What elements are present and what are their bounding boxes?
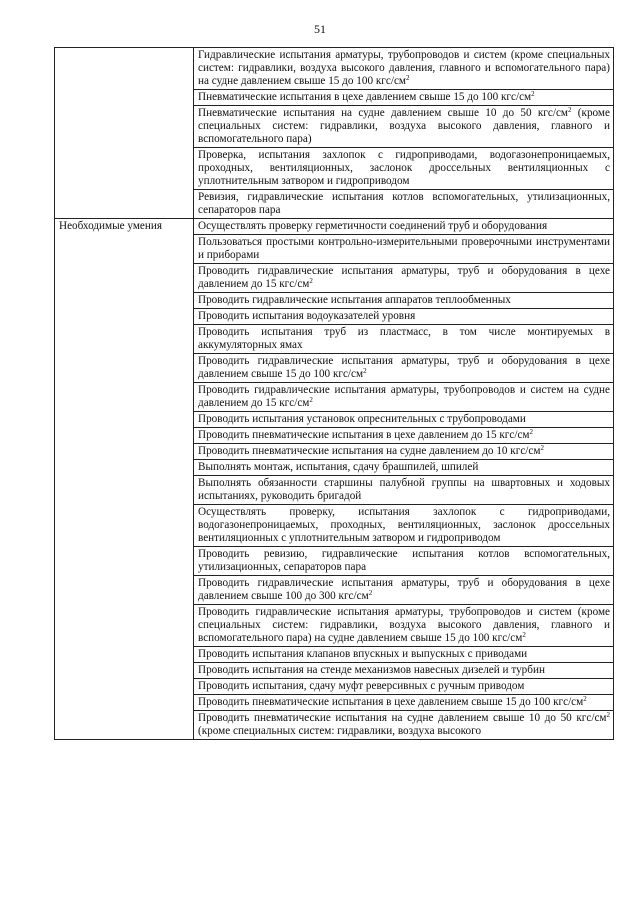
- table-cell: Проводить гидравлические испытания арматуры, труб и оборудования в цехе давлением свыше 100 до 300 кгс/$см^2$: [194, 576, 614, 605]
- table-cell: Проводить испытания труб из пластмасс, в том числе монтируемых в аккумуляторных ямах: [194, 325, 614, 354]
- table-cell: Гидравлические испытания арматуры, трубопроводов и систем (кроме специальных систем: гидравлики, воздуха высокого давления, главного и вспомогательного пара) на судне давлением свыше 15 до 100 кгс/$см^2$: [194, 48, 614, 90]
- table-cell: Проводить пневматические испытания в цехе давлением до 15 кгс/$см^2$: [194, 428, 614, 444]
- section-label: [55, 48, 194, 219]
- table-cell: Проводить испытания установок опреснительных с трубопроводами: [194, 412, 614, 428]
- table-cell: Проводить ревизию, гидравлические испытания котлов вспомогательных, утилизационных, сепараторов пара: [194, 547, 614, 576]
- table-cell: Проводить испытания водоуказателей уровня: [194, 309, 614, 325]
- table-cell: Проводить пневматические испытания на судне давлением свыше 10 до 50 кгс/$см^2$ (кроме специальных систем: гидравлики, воздуха высокого: [194, 711, 614, 740]
- table-cell: Выполнять обязанности старшины палубной группы на швартовных и ходовых испытаниях, руководить бригадой: [194, 476, 614, 505]
- table-cell: Проводить гидравлические испытания аппаратов теплообменных: [194, 293, 614, 309]
- table-cell: Проводить гидравлические испытания арматуры, труб и оборудования в цехе давлением до 15 кгс/$см^2$: [194, 264, 614, 293]
- table-cell: Проводить испытания, сдачу муфт реверсивных с ручным приводом: [194, 679, 614, 695]
- table-cell: Проводить испытания клапанов впускных и выпускных с приводами: [194, 647, 614, 663]
- table-cell: Пневматические испытания на судне давлением свыше 10 до 50 кгс/$см^2$ (кроме специальных систем: гидравлики, воздуха высокого давления, главного и вспомогательного пара): [194, 106, 614, 148]
- table-cell: Проводить пневматические испытания на судне давлением до 10 кгс/$см^2$: [194, 444, 614, 460]
- table-row: [55, 48, 614, 90]
- table-cell: Осуществлять проверку герметичности соединений труб и оборудования: [194, 219, 614, 235]
- page-number: 51: [314, 22, 326, 36]
- table-cell: Ревизия, гидравлические испытания котлов вспомогательных, утилизационных, сепараторов пара: [194, 190, 614, 219]
- table-row: [55, 219, 614, 235]
- table-cell: Проводить гидравлические испытания арматуры, труб и оборудования в цехе давлением свыше 15 до 100 кгс/$см^2$: [194, 354, 614, 383]
- table-cell: Проводить пневматические испытания в цехе давлением свыше 15 до 100 кгс/$см^2$: [194, 695, 614, 711]
- table-cell: Выполнять монтаж, испытания, сдачу брашпилей, шпилей: [194, 460, 614, 476]
- table-cell: Осуществлять проверку, испытания захлопок с гидроприводами, водогазонепроницаемых, проходных, вентиляционных, заслонок дроссельных вентиляционных с уплотнительным затвором и гидроприводом: [194, 505, 614, 547]
- qualification-table: [54, 47, 614, 740]
- table-cell: Пневматические испытания в цехе давлением свыше 15 до 100 кгс/$см^2$: [194, 90, 614, 106]
- table-cell: Проводить гидравлические испытания арматуры, трубопроводов и систем (кроме специальных систем: гидравлики, воздуха высокого давления, главного и вспомогательного пара) на судне давлением свыше 15 до 100 кгс/$см^2$: [194, 605, 614, 647]
- table-cell: Проводить гидравлические испытания арматуры, трубопроводов и систем на судне давлением до 15 кгс/$см^2$: [194, 383, 614, 412]
- section-label: Необходимые умения: [55, 219, 194, 740]
- table-cell: Проверка, испытания захлопок с гидроприводами, водогазонепроницаемых, проходных, вентиляционных, заслонок дроссельных вентиляционных с уплотнительным затвором и гидроприводом: [194, 148, 614, 190]
- table-cell: Проводить испытания на стенде механизмов навесных дизелей и турбин: [194, 663, 614, 679]
- table-cell: Пользоваться простыми контрольно-измерительными проверочными инструментами и приборами: [194, 235, 614, 264]
